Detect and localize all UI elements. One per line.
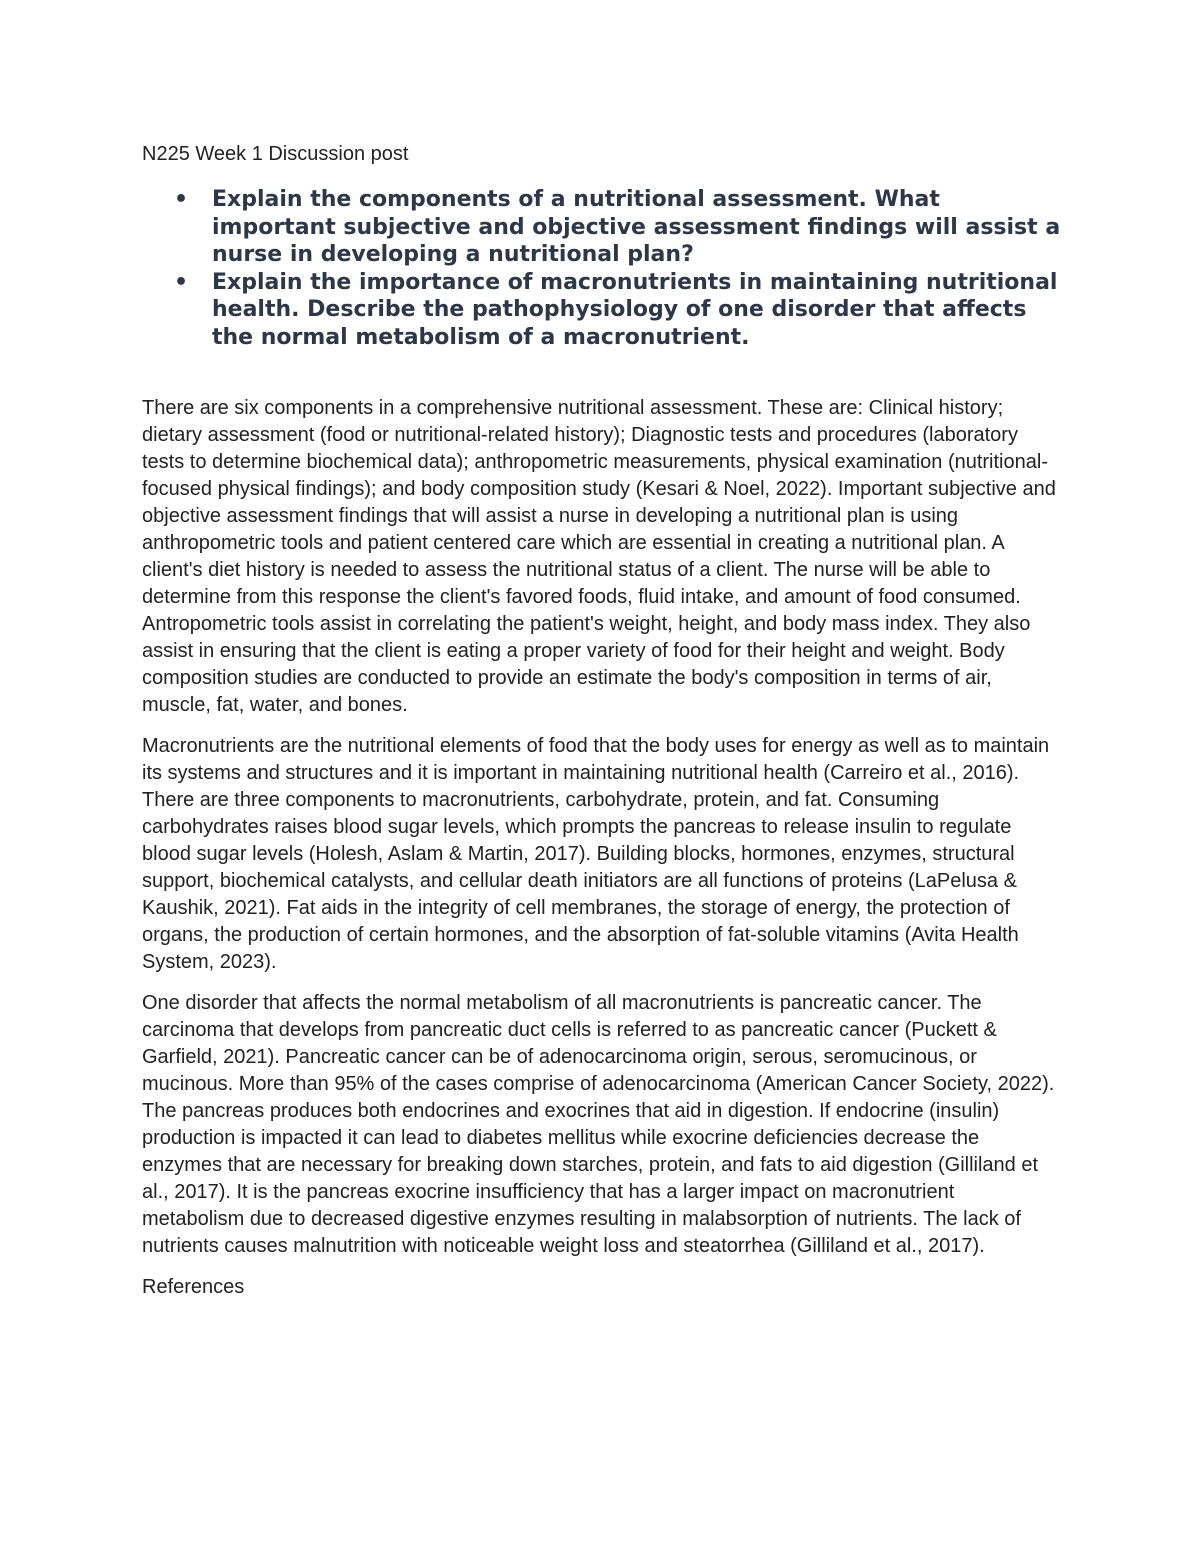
bullet-icon: • [174,269,189,295]
discussion-prompts-list [142,186,1062,351]
paragraph-pancreatic-cancer: One disorder that affects the normal metabolism of all macronutrients is pancreatic cancer. The carcinoma that develops from pancreatic duct cells is referred to as pancreatic cancer (Puckett & Garfield, 2021). Pancreatic cancer can be of adenocarcinoma origin, serous, seromucinous, or mucinous. More than 95% of the cases comprise of adenocarcinoma (American Cancer Society, 2022). The pancreas produces both endocrines and exocrines that aid in digestion. If endocrine (insulin) production is impacted it can lead to diabetes mellitus while exocrine deficiencies decrease the enzymes that are necessary for breaking down starches, protein, and fats to aid digestion (Gilliland et al., 2017). It is the pancreas exocrine insufficiency that has a larger impact on macronutrient metabolism due to decreased digestive enzymes resulting in malabsorption of nutrients. The lack of nutrients causes malnutrition with noticeable weight loss and steatorrhea (Gilliland et al., 2017). [142,992,1055,1257]
paragraph-nutritional-assessment: There are six components in a comprehensive nutritional assessment. These are: Clinical history; dietary assessment (food or nutritional-related history); Diagnostic tests and procedures (laboratory tests to determine biochemical data); anthropometric measurements, physical examination (nutritional-focused physical findings); and body composition study (Kesari & Noel, 2022). Important subjective and objective assessment findings that will assist a nurse in developing a nutritional plan is using anthropometric tools and patient centered care which are essential in creating a nutritional plan. A client's diet history is needed to assess the nutritional status of a client. The nurse will be able to determine from this response the client's favored foods, fluid intake, and amount of food consumed. Antropometric tools assist in correlating the patient's weight, height, and body mass index. They also assist in ensuring that the client is eating a proper variety of food for their height and weight. Body composition studies are conducted to provide an estimate the body's composition in terms of air, muscle, fat, water, and bones. [142,397,1056,716]
document-title: N225 Week 1 Discussion post [142,143,409,165]
references-heading: References [142,1276,245,1298]
prompt-text: Explain the components of a nutritional assessment. What important subjective and objective assessment findings will assist a nurse in developing a nutritional plan? [212,187,1061,267]
document-page [142,140,1062,1301]
bullet-icon: • [174,187,189,212]
list-item [174,269,1062,352]
list-item [174,186,1062,269]
prompt-text: Explain the importance of macronutrients in maintaining nutritional health. Describe the pathophysiology of one disorder that affects the normal metabolism of a macronutrient. [212,269,1058,350]
paragraph-macronutrients: Macronutrients are the nutritional elements of food that the body uses for energy as well as to maintain its systems and structures and it is important in maintaining nutritional health (Carreiro et al., 2016). There are three components to macronutrients, carbohydrate, protein, and fat. Consuming carbohydrates raises blood sugar levels, which prompts the pancreas to release insulin to regulate blood sugar levels (Holesh, Aslam & Martin, 2017). Building blocks, hormones, enzymes, structural support, biochemical catalysts, and cellular death initiators are all functions of proteins (LaPelusa & Kaushik, 2021). Fat aids in the integrity of cell membranes, the storage of energy, the protection of organs, the production of certain hormones, and the absorption of fat-soluble vitamins (Avita Health System, 2023). [142,735,1050,973]
